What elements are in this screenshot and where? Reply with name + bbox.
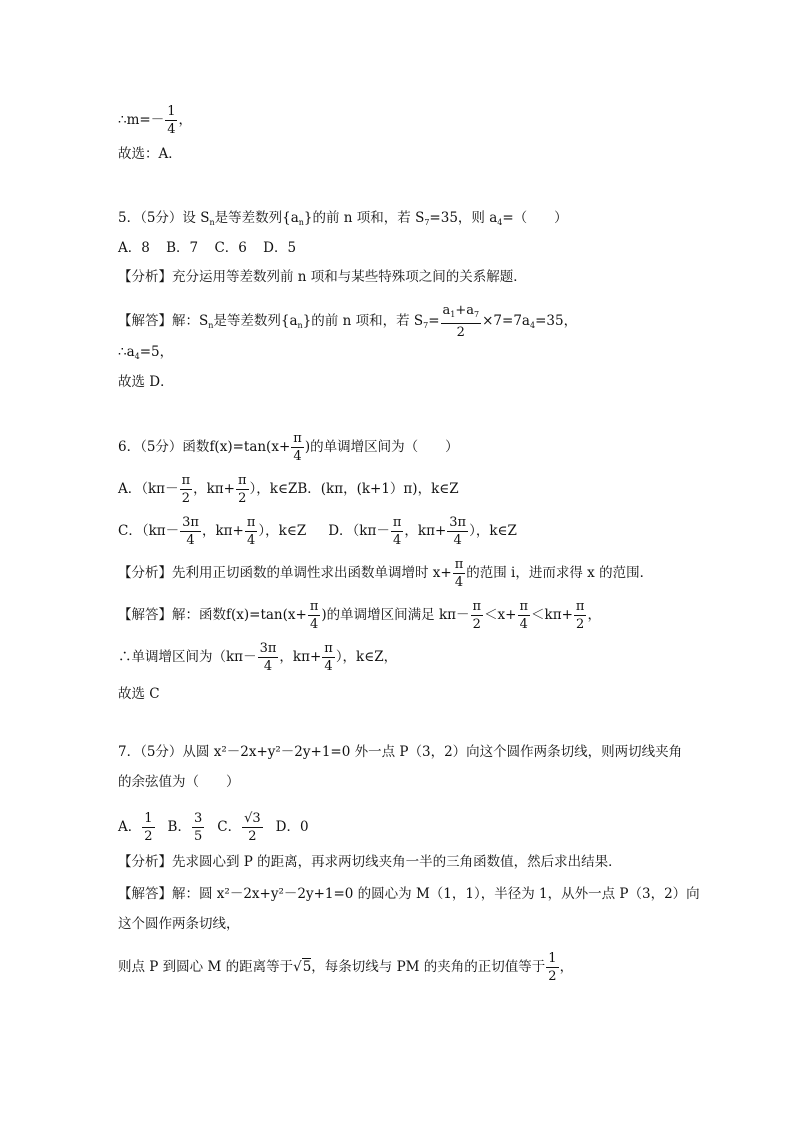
q7-stem-line1: 7．（5分）从圆 x²－2x+y²－2y+1=0 外一点 P（3，2）向这个圆作两条切线，则两切线夹角	[118, 744, 683, 760]
q5-answer	[118, 302, 577, 341]
subscript: 4	[134, 352, 140, 361]
text: －	[165, 523, 180, 539]
option-c: C．6	[214, 240, 247, 256]
q5-options	[118, 238, 296, 258]
text: 的单调增区间为（ ）	[310, 439, 459, 455]
text: =（ ）	[502, 210, 568, 226]
text: －	[456, 607, 470, 623]
denominator: 2	[456, 325, 465, 340]
subscript: 4	[497, 218, 503, 227]
option-b: B．(kπ，(k+1）π)，k∈Z	[297, 481, 459, 497]
q4-result-line	[118, 103, 192, 138]
q5-stem	[118, 208, 568, 233]
q4-choice: 故选：A．	[118, 146, 182, 162]
numerator: 3	[193, 811, 203, 826]
text: 是等差数列{a	[213, 313, 298, 329]
text: ∴m=	[118, 112, 151, 128]
numerator: 1	[144, 811, 153, 826]
text: ，kπ+	[279, 649, 322, 665]
text: 解：圆 x²－2x+y²－2y+1=0 的圆心为 M（1，1），半径为 1，从外一点 P（3，2）向	[172, 886, 700, 902]
numerator: π	[293, 431, 302, 446]
q5-therefore	[118, 342, 173, 367]
denominator: 5	[193, 829, 203, 844]
fraction	[471, 598, 484, 633]
text: =35，	[535, 313, 578, 329]
text: 解：函数	[172, 607, 226, 623]
q6-options-ab	[118, 472, 459, 507]
denominator: 2	[181, 491, 190, 506]
denominator: 4	[453, 533, 462, 548]
text: ×7=7a	[482, 313, 530, 329]
text: －	[243, 649, 257, 665]
numerator: π	[575, 599, 585, 614]
denominator: 4	[392, 533, 402, 548]
option-a: A．	[118, 819, 142, 835]
text: 先利用正切函数的单调性求出函数单调增时 x+	[172, 565, 452, 581]
option-d: D．（kπ	[328, 523, 377, 539]
text: ，kπ+	[404, 523, 447, 539]
denominator: 4	[167, 122, 176, 137]
option-b: B．	[167, 819, 191, 835]
numerator: π	[181, 473, 191, 488]
denominator: 4	[309, 617, 319, 632]
subscript: n	[298, 218, 304, 227]
text: }的前 n 项和，若 S	[303, 210, 425, 226]
text: ∴单调增区间为（kπ	[118, 649, 244, 665]
subscript: n	[209, 218, 215, 227]
numerator: 3π	[449, 515, 467, 530]
analysis-tag: 【分析】	[118, 565, 172, 581]
function-expr: f(x)=tan(x+	[226, 607, 307, 623]
text: ），k∈Z，	[335, 649, 398, 665]
fraction	[391, 514, 404, 549]
numerator: π	[392, 515, 402, 530]
text: 5．（5分）设 S	[118, 210, 210, 226]
text: 6．（5分）函数	[118, 439, 210, 455]
denominator: 2	[548, 969, 557, 984]
numerator: π	[237, 473, 247, 488]
q6-therefore	[118, 640, 397, 675]
subscript: 7	[423, 321, 429, 330]
text: )	[321, 607, 327, 623]
q7-answer-line2: 这个圆作两条切线，	[118, 916, 240, 932]
numerator: π	[454, 557, 464, 572]
option-a: A．8	[118, 240, 150, 256]
fraction	[180, 514, 201, 549]
fraction	[180, 472, 193, 507]
analysis-text: 先求圆心到 P 的距离，再求两切线夹角一半的三角函数值，然后求出结果．	[172, 854, 622, 870]
numerator: $a_1+a_7$	[441, 302, 482, 324]
analysis-text: 充分运用等差数列前 n 项和与某些特殊项之间的关系解题．	[172, 269, 527, 285]
fraction	[242, 810, 263, 845]
text: ＜x+	[484, 607, 517, 623]
q7-analysis	[118, 852, 622, 872]
text: 的范围 i，进而求得 x 的范围．	[466, 565, 654, 581]
fraction	[142, 810, 154, 845]
text: =5，	[139, 344, 174, 360]
numerator: √3	[244, 811, 261, 826]
text: －	[150, 112, 165, 128]
q7-answer-line1	[118, 884, 700, 904]
denominator: 4	[246, 533, 256, 548]
subscript: n	[297, 321, 303, 330]
q6-stem	[118, 430, 459, 465]
text: ），k∈Z	[249, 481, 298, 497]
text: ，kπ+	[201, 523, 244, 539]
text: ，	[559, 959, 574, 975]
option-c: C．	[217, 819, 242, 835]
text: ），k∈Z	[469, 523, 517, 539]
text: =35，则 a	[429, 210, 498, 226]
numerator: π	[324, 641, 333, 656]
q6-answer	[118, 598, 601, 633]
fraction	[546, 950, 558, 985]
sqrt-symbol: √	[293, 959, 302, 975]
fraction	[322, 640, 335, 675]
denominator: 4	[263, 659, 273, 674]
q7-answer-line3	[118, 950, 573, 985]
text: 解：S	[172, 313, 209, 329]
numerator: π	[519, 599, 529, 614]
text: 则点 P 到圆心 M 的距离等于	[118, 959, 294, 975]
fraction	[291, 430, 304, 465]
text: ，kπ+	[193, 481, 235, 497]
fraction	[518, 598, 531, 633]
text: 的单调增区间满足 kπ	[326, 607, 457, 623]
option-d: D．0	[275, 819, 309, 835]
denominator: 4	[454, 575, 464, 590]
analysis-tag: 【分析】	[118, 854, 172, 870]
fraction	[453, 556, 466, 591]
q5-choice: 故选 D．	[118, 374, 174, 390]
text: －	[165, 481, 179, 497]
numerator: π	[309, 599, 319, 614]
text: ），k∈Z	[258, 523, 307, 539]
text: )	[304, 439, 311, 455]
text: －	[376, 523, 390, 539]
fraction	[308, 598, 321, 633]
sqrt-value: 5	[302, 959, 312, 975]
option-b: B．7	[166, 240, 199, 256]
fraction	[236, 472, 249, 507]
text: ∴a	[118, 344, 135, 360]
fraction	[165, 103, 177, 138]
numerator: 1	[167, 104, 176, 119]
text: 是等差数列{a	[214, 210, 299, 226]
q5-analysis	[118, 267, 527, 287]
q6-options-cd	[118, 514, 517, 549]
denominator: 4	[186, 533, 195, 548]
q7-options	[118, 810, 309, 845]
subscript: n	[208, 321, 214, 330]
subscript: 7	[424, 218, 430, 227]
denominator: 2	[144, 829, 153, 844]
fraction	[192, 810, 204, 845]
text: ，	[178, 112, 192, 128]
fraction	[574, 598, 587, 633]
option-c: C．（kπ	[118, 523, 166, 539]
numerator: π	[472, 599, 482, 614]
fraction	[447, 514, 468, 549]
denominator: 2	[472, 617, 481, 632]
q6-choice: 故选 C	[118, 686, 160, 702]
numerator: 1	[548, 951, 557, 966]
text: =	[428, 313, 440, 329]
numerator: π	[246, 515, 256, 530]
option-a: A．（kπ	[118, 481, 166, 497]
analysis-tag: 【分析】	[118, 269, 172, 285]
denominator: 4	[293, 449, 302, 464]
answer-tag: 【解答】	[118, 886, 172, 902]
denominator: 4	[324, 659, 333, 674]
fraction	[245, 514, 258, 549]
option-d: D．5	[263, 240, 297, 256]
function-expr: f(x)=tan(x+	[209, 439, 291, 455]
text: ＜kπ+	[531, 607, 573, 623]
denominator: 4	[519, 617, 528, 632]
q6-analysis	[118, 556, 653, 591]
text: ，	[587, 607, 601, 623]
answer-tag: 【解答】	[118, 607, 172, 623]
q7-stem-line2: 的余弦值为（ ）	[118, 774, 240, 790]
answer-tag: 【解答】	[118, 313, 172, 329]
numerator: 3π	[259, 641, 277, 656]
denominator: 2	[576, 617, 585, 632]
denominator: 2	[238, 491, 247, 506]
text: ，每条切线与 PM 的夹角的正切值等于	[311, 959, 546, 975]
fraction	[258, 640, 279, 675]
numerator: 3π	[182, 515, 199, 530]
denominator: 2	[248, 829, 257, 844]
text: }的前 n 项和，若 S	[302, 313, 424, 329]
subscript: 4	[529, 321, 536, 330]
fraction	[441, 302, 482, 341]
